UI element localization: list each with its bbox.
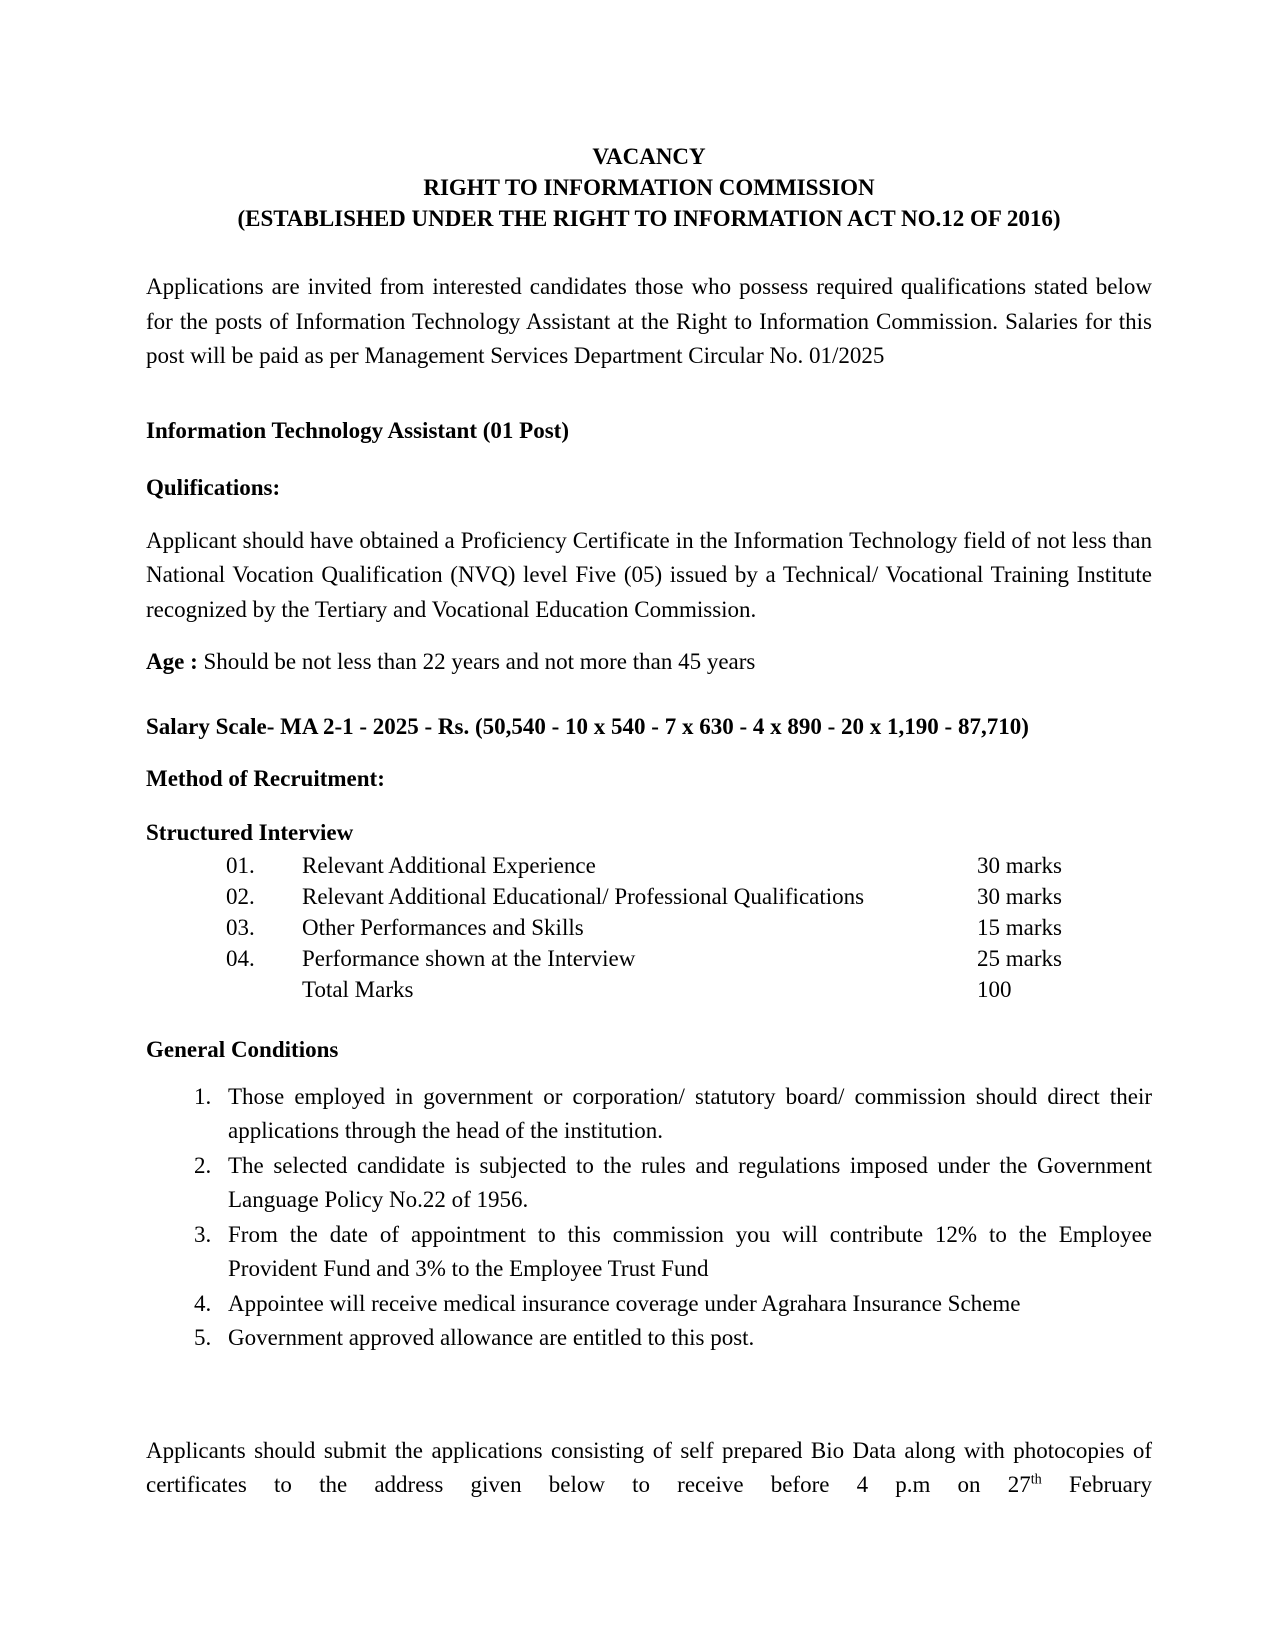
closing-paragraph [146, 1434, 1152, 1503]
qualifications-heading: Qulifications: [146, 475, 281, 500]
marks-row-number: 04. [226, 946, 255, 971]
title-line-act: (ESTABLISHED UNDER THE RIGHT TO INFORMATION ACT NO.12 OF 2016) [237, 206, 1061, 231]
marks-row-label: Other Performances and Skills [302, 915, 584, 940]
general-conditions-heading: General Conditions [146, 1037, 339, 1062]
marks-row-experience [226, 850, 1152, 881]
salary-scale-line: Salary Scale- MA 2-1 - 2025 - Rs. (50,540 - 10 x 540 - 7 x 630 - 4 x 890 - 20 x 1,190 - 87,710) [146, 713, 1029, 739]
marks-row-performances [226, 912, 1152, 943]
marks-row-value: 30 marks [977, 884, 1062, 909]
structured-interview-heading: Structured Interview [146, 819, 354, 845]
age-text: Should be not less than 22 years and not more than 45 years [197, 649, 756, 674]
condition-text: Government approved allowance are entitled to this post. [228, 1325, 755, 1350]
age-label: Age : [146, 649, 198, 674]
condition-number: 1. [194, 1083, 212, 1109]
condition-text: From the date of appointment to this commission you will contribute 12% to the Employee Provident Fund and 3% to the Employee Trust Fund [228, 1221, 1152, 1281]
condition-item-3 [146, 1218, 1152, 1287]
post-heading: Information Technology Assistant (01 Post) [146, 417, 569, 443]
marks-row-interview [226, 943, 1152, 974]
condition-item-5 [146, 1321, 1152, 1356]
condition-number: 3. [194, 1221, 212, 1247]
qualifications-paragraph: Applicant should have obtained a Proficiency Certificate in the Information Technology field of not less than National Vocation Qualification (NVQ) level Five (05) issued by a Technical/ Vocational Training Institute recognized by the Tertiary and Vocational Education Commission. [146, 527, 1152, 622]
condition-text: Those employed in government or corporation/ statutory board/ commission should direct their applications through the head of the institution. [228, 1083, 1152, 1143]
marks-row-value: 25 marks [977, 946, 1062, 971]
marks-row-total [226, 974, 1152, 1005]
condition-item-2 [146, 1149, 1152, 1218]
marks-row-number: 01. [226, 853, 255, 878]
marks-row-number: 02. [226, 884, 255, 909]
closing-text-after: February [1041, 1472, 1152, 1497]
condition-item-4 [146, 1287, 1152, 1322]
age-line [146, 645, 1152, 680]
total-marks-value: 100 [977, 977, 1012, 1002]
interview-marks-table [146, 850, 1152, 1005]
marks-row-label: Performance shown at the Interview [302, 946, 636, 971]
condition-text: The selected candidate is subjected to the rules and regulations imposed under the Government Language Policy No.22 of 1956. [228, 1152, 1152, 1212]
title-line-commission: RIGHT TO INFORMATION COMMISSION [423, 175, 875, 200]
condition-number: 5. [194, 1325, 212, 1350]
document-title-block [146, 141, 1152, 234]
marks-row-value: 30 marks [977, 853, 1062, 878]
condition-text: Appointee will receive medical insurance coverage under Agrahara Insurance Scheme [228, 1290, 1021, 1316]
title-line-vacancy: VACANCY [592, 144, 706, 169]
method-of-recruitment-heading: Method of Recruitment: [146, 766, 385, 791]
ordinal-superscript: th [1030, 1471, 1042, 1488]
closing-text-before: Applicants should submit the applications consisting of self prepared Bio Data along with photocopies of certificates to the address given below to receive before 4 p.m on 27 [146, 1437, 1152, 1497]
marks-row-educational [226, 881, 1152, 912]
condition-item-1 [146, 1080, 1152, 1149]
marks-row-number: 03. [226, 915, 255, 940]
condition-number: 4. [194, 1290, 212, 1316]
general-conditions-list [146, 1080, 1152, 1356]
marks-row-label: Relevant Additional Educational/ Professional Qualifications [302, 884, 865, 909]
intro-paragraph: Applications are invited from interested candidates those who possess required qualifications stated below for the posts of Information Technology Assistant at the Right to Information Commission. Salaries for this post will be paid as per Management Services Department Circular No. 01/2025 [146, 274, 1152, 368]
total-marks-label: Total Marks [302, 977, 414, 1002]
marks-row-label: Relevant Additional Experience [302, 853, 596, 878]
condition-number: 2. [194, 1152, 212, 1178]
marks-row-value: 15 marks [977, 915, 1062, 940]
